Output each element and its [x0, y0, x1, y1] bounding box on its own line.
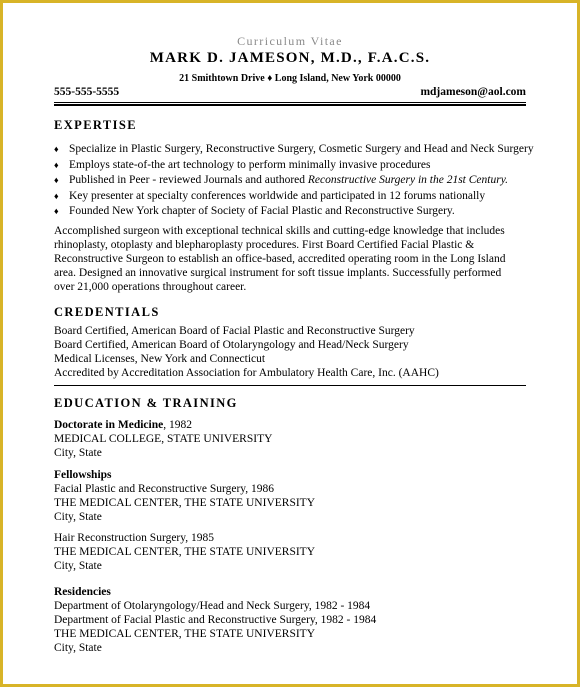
fellowships-block: Fellowships Facial Plastic and Reconstructive Surgery, 1986 THE MEDICAL CENTER, THE STATE UNIVERSITY City, State [54, 468, 526, 524]
education-heading: EDUCATION & TRAINING [54, 396, 238, 410]
publication-title: Reconstructive Surgery in the 21st Century. [307, 174, 509, 186]
credentials-list [54, 324, 526, 380]
diamond-bullet-icon: ♦ [54, 206, 59, 216]
credentials-heading: CREDENTIALS [54, 305, 160, 319]
section-divider [54, 385, 526, 386]
diamond-bullet-icon: ♦ [54, 144, 59, 154]
candidate-name: MARK D. JAMESON, M.D., F.A.C.S. [149, 50, 431, 66]
list-item: ♦ Founded New York chapter of Society of Facial Plastic and Reconstructive Surgery. [54, 204, 526, 220]
list-item: Board Certified, American Board of Facial Plastic and Reconstructive Surgery [54, 325, 415, 337]
fellowship-second-block: Hair Reconstruction Surgery, 1985 THE MEDICAL CENTER, THE STATE UNIVERSITY City, State [54, 532, 316, 572]
degree-name: Doctorate in Medicine [54, 419, 164, 431]
expertise-heading: EXPERTISE [54, 118, 138, 132]
residencies-block: Residencies Department of Otolaryngology/Head and Neck Surgery, 1982 - 1984 Department of Facial Plastic and Reconstructive Surgery, 1982 - 1984 THE MEDICAL CENTER, THE STATE UNIVERSITY City, State [54, 585, 526, 655]
residencies-title: Residencies [54, 586, 111, 598]
list-item: ♦ Published in Peer - reviewed Journals and authored Reconstructive Surgery in the 21st Century. [54, 173, 526, 189]
phone-number: 555-555-5555 [54, 86, 120, 98]
list-item: Accredited by Accreditation Association for Ambulatory Health Care, Inc. (AAHC) [54, 367, 439, 379]
expertise-summary: Accomplished surgeon with exceptional technical skills and cutting-edge knowledge that includes rhinoplasty, otoplasty and blepharoplasty procedures. First Board Certified Facial Plastic & Reconstructive Surgeon to establish an office-based, accredited operating room in the Long Island area. Designed an innovative surgical instrument for soft tissue implants. Successfully performed over 21,000 operations throughout career. [54, 225, 506, 293]
fellowships-title: Fellowships [54, 469, 112, 481]
list-item: Medical Licenses, New York and Connecticut [54, 353, 266, 365]
list-item: ♦ Specialize in Plastic Surgery, Reconstructive Surgery, Cosmetic Surgery and Head and Neck Surgery [54, 142, 526, 158]
list-item: Board Certified, American Board of Otolaryngology and Head/Neck Surgery [54, 339, 409, 351]
header-divider [54, 102, 526, 106]
school-name: MEDICAL COLLEGE, STATE UNIVERSITY [54, 433, 273, 445]
doctorate-block: Doctorate in Medicine, 1982 MEDICAL COLLEGE, STATE UNIVERSITY City, State [54, 418, 526, 460]
list-item: ♦ Employs state-of-the art technology to perform minimally invasive procedures [54, 158, 526, 174]
diamond-bullet-icon: ♦ [54, 175, 59, 185]
diamond-bullet-icon: ♦ [54, 159, 59, 170]
document-label: Curriculum Vitae [237, 34, 343, 48]
expertise-list [54, 142, 534, 220]
address-line: 21 Smithtown Drive ♦ Long Island, New York 00000 [179, 73, 401, 84]
diamond-bullet-icon: ♦ [54, 190, 59, 201]
school-city: City, State [54, 447, 102, 459]
list-item: ♦ Key presenter at specialty conferences worldwide and participated in 12 forums nationally [54, 189, 526, 205]
email-address: mdjameson@aol.com [420, 86, 526, 98]
